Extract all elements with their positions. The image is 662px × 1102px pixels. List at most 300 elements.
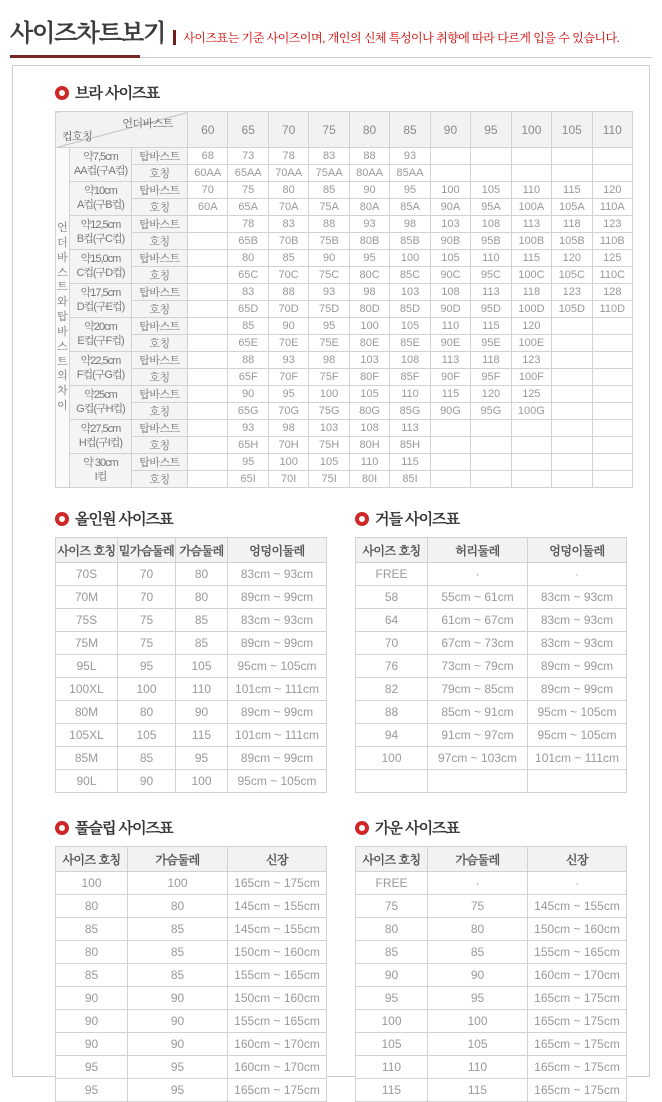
bra-name-value: 85A xyxy=(390,199,430,216)
fullslip-cell: 85 xyxy=(128,918,228,941)
bra-name-value: 70AA xyxy=(268,165,308,182)
girdle-cell: 64 xyxy=(356,609,428,632)
girdle-cell: 67cm ~ 73cm xyxy=(428,632,528,655)
bra-topbust-value: 115 xyxy=(471,318,511,335)
bra-topbust-value: 85 xyxy=(309,182,349,199)
bra-topbust-value: 118 xyxy=(471,352,511,369)
section-girdle xyxy=(355,508,627,793)
allinone-cell: 95 xyxy=(176,747,228,770)
fullslip-cell: 90 xyxy=(56,1033,128,1056)
bra-name-value: 85E xyxy=(390,335,430,352)
bra-topbust-value: 93 xyxy=(349,216,389,233)
bra-name-value: 105A xyxy=(552,199,592,216)
bra-cup-diff: 약17,5cm xyxy=(80,286,121,299)
allinone-column-header: 엉덩이둘레 xyxy=(228,538,327,563)
bra-name-value: 90G xyxy=(430,403,470,420)
bra-topbust-value: 88 xyxy=(228,352,268,369)
girdle-cell: 100 xyxy=(356,747,428,770)
bra-topbust-value xyxy=(471,454,511,471)
allinone-cell: 101cm ~ 111cm xyxy=(228,678,327,701)
gown-table-row xyxy=(356,872,627,895)
bra-underbust-header: 60 xyxy=(188,112,228,148)
girdle-cell: 83cm ~ 93cm xyxy=(528,609,627,632)
bra-name-value: 65E xyxy=(228,335,268,352)
bra-topbust-value: 120 xyxy=(552,250,592,267)
gown-column-header: 신장 xyxy=(528,847,627,872)
bra-name-value: 95E xyxy=(471,335,511,352)
fullslip-table-row xyxy=(56,1079,327,1102)
bra-size-table xyxy=(55,111,633,488)
allinone-cell: 85M xyxy=(56,747,118,770)
girdle-cell: 70 xyxy=(356,632,428,655)
page-note: 사이즈표는 기준 사이즈이며, 개인의 신체 특성이나 취향에 따라 다르게 입을 수 있습니다. xyxy=(183,30,620,45)
allinone-column-header: 가슴둘레 xyxy=(176,538,228,563)
bra-topbust-value: 115 xyxy=(430,386,470,403)
allinone-table-row xyxy=(56,724,327,747)
gown-cell: 95 xyxy=(428,987,528,1010)
gown-table-row xyxy=(356,895,627,918)
bra-name-value: 90E xyxy=(430,335,470,352)
girdle-cell: · xyxy=(528,563,627,586)
bra-name-value: 65H xyxy=(228,437,268,454)
bra-topbust-value: 93 xyxy=(268,352,308,369)
bra-name-value xyxy=(552,437,592,454)
fullslip-table-row xyxy=(56,872,327,895)
fullslip-cell: 150cm ~ 160cm xyxy=(228,941,327,964)
girdle-table-row xyxy=(356,586,627,609)
fullslip-cell: 90 xyxy=(56,1010,128,1033)
bra-topbust-value xyxy=(188,454,228,471)
bra-topbust-value: 118 xyxy=(511,284,551,301)
allinone-cell: 95cm ~ 105cm xyxy=(228,770,327,793)
bra-topbust-value: 83 xyxy=(309,148,349,165)
allinone-cell: 89cm ~ 99cm xyxy=(228,747,327,770)
fullslip-cell: 155cm ~ 165cm xyxy=(228,964,327,987)
bra-cup-diff: 약7,5cm xyxy=(83,150,118,163)
bra-topbust-value xyxy=(592,420,632,437)
gown-cell: FREE xyxy=(356,872,428,895)
girdle-column-header: 허리둘레 xyxy=(428,538,528,563)
bra-topbust-value xyxy=(430,148,470,165)
gown-cell: · xyxy=(428,872,528,895)
fullslip-cell: 150cm ~ 160cm xyxy=(228,987,327,1010)
allinone-cell: 89cm ~ 99cm xyxy=(228,632,327,655)
bra-topbust-value: 108 xyxy=(471,216,511,233)
bra-name-value: 65D xyxy=(228,301,268,318)
fullslip-cell: 80 xyxy=(56,941,128,964)
allinone-title-label: 올인원 사이즈표 xyxy=(75,511,173,528)
fullslip-cell: 80 xyxy=(56,895,128,918)
bra-name-value: 85I xyxy=(390,471,430,488)
bra-name-value: 90D xyxy=(430,301,470,318)
bra-topbust-value xyxy=(552,148,592,165)
bra-name-value: 60AA xyxy=(188,165,228,182)
bra-name-value: 65F xyxy=(228,369,268,386)
bra-topbust-value: 125 xyxy=(592,250,632,267)
girdle-table-row xyxy=(356,770,627,793)
bra-title-label: 브라 사이즈표 xyxy=(75,85,160,102)
allinone-table-row xyxy=(56,747,327,770)
bra-topbust-value xyxy=(552,454,592,471)
bra-name-value: 100B xyxy=(511,233,551,250)
bra-name-value: 95F xyxy=(471,369,511,386)
bra-topbust-value xyxy=(188,250,228,267)
allinone-cell: 80 xyxy=(176,586,228,609)
bra-topbust-value xyxy=(552,352,592,369)
bra-topbust-value: 120 xyxy=(511,318,551,335)
gown-column-header: 가슴둘레 xyxy=(428,847,528,872)
bra-topbust-row-label: 탑바스트 xyxy=(132,182,188,199)
bra-topbust-value xyxy=(471,420,511,437)
allinone-cell: 75M xyxy=(56,632,118,655)
gown-table-row xyxy=(356,918,627,941)
bra-cup-diff: 약 30cm xyxy=(83,456,118,469)
bra-name-row-label: 호칭 xyxy=(132,267,188,284)
bra-topbust-value: 105 xyxy=(390,318,430,335)
gown-table-row xyxy=(356,1079,627,1102)
bra-name-value: 75E xyxy=(309,335,349,352)
fullslip-title-label: 풀슬립 사이즈표 xyxy=(75,820,173,837)
gown-cell: · xyxy=(528,872,627,895)
gown-cell: 75 xyxy=(428,895,528,918)
bra-name-value: 75AA xyxy=(309,165,349,182)
fullslip-cell: 165cm ~ 175cm xyxy=(228,1079,327,1102)
bra-topbust-value: 88 xyxy=(349,148,389,165)
bra-cup-name: G컵(구H컵) xyxy=(76,402,125,415)
gown-table-row xyxy=(356,1056,627,1079)
bra-topbust-value: 100 xyxy=(390,250,430,267)
allinone-cell: 89cm ~ 99cm xyxy=(228,701,327,724)
allinone-cell: 75 xyxy=(118,609,176,632)
bra-underbust-header: 110 xyxy=(592,112,632,148)
allinone-cell: 70 xyxy=(118,563,176,586)
allinone-table-row xyxy=(56,655,327,678)
girdle-table-row xyxy=(356,655,627,678)
bra-name-value: 100G xyxy=(511,403,551,420)
bra-topbust-value: 110 xyxy=(349,454,389,471)
bra-cup-name: A컵(구B컵) xyxy=(77,198,124,211)
fullslip-column-header: 가슴둘레 xyxy=(128,847,228,872)
bra-cup-diff: 약25cm xyxy=(84,388,117,401)
bra-corner-underbust-label: 언더바스트 xyxy=(122,118,174,130)
fullslip-column-header: 신장 xyxy=(228,847,327,872)
bra-topbust-value: 120 xyxy=(592,182,632,199)
bra-topbust-value xyxy=(188,318,228,335)
bra-cup-diff: 약22,5cm xyxy=(80,354,121,367)
gown-cell: 165cm ~ 175cm xyxy=(528,987,627,1010)
bra-topbust-value xyxy=(430,420,470,437)
gown-cell: 165cm ~ 175cm xyxy=(528,1010,627,1033)
bra-name-value: 85G xyxy=(390,403,430,420)
girdle-cell: 85cm ~ 91cm xyxy=(428,701,528,724)
bra-topbust-value: 108 xyxy=(390,352,430,369)
page-title: 사이즈차트보기 xyxy=(10,20,166,47)
girdle-cell: 61cm ~ 67cm xyxy=(428,609,528,632)
bra-name-value xyxy=(188,403,228,420)
fullslip-cell: 95 xyxy=(128,1079,228,1102)
bra-name-value xyxy=(188,437,228,454)
girdle-table-row xyxy=(356,747,627,770)
bra-topbust-value: 105 xyxy=(349,386,389,403)
allinone-cell: 80M xyxy=(56,701,118,724)
allinone-table-row xyxy=(56,609,327,632)
girdle-cell: 55cm ~ 61cm xyxy=(428,586,528,609)
bra-name-row-label: 호칭 xyxy=(132,165,188,182)
bra-topbust-value xyxy=(188,284,228,301)
fullslip-table-row xyxy=(56,1033,327,1056)
bra-topbust-value: 103 xyxy=(390,284,430,301)
girdle-size-table xyxy=(355,537,627,793)
bra-cup-label xyxy=(70,148,132,182)
bra-cup-name: B컵(구C컵) xyxy=(76,232,125,245)
fullslip-table-row xyxy=(56,918,327,941)
bra-topbust-value xyxy=(552,318,592,335)
bra-topbust-value xyxy=(188,420,228,437)
bra-cup-name: D컵(구E컵) xyxy=(76,300,125,313)
bra-name-value: 100C xyxy=(511,267,551,284)
fullslip-cell: 80 xyxy=(128,895,228,918)
bra-topbust-value: 115 xyxy=(390,454,430,471)
bra-name-value xyxy=(592,335,632,352)
fullslip-cell: 90 xyxy=(128,1010,228,1033)
bra-topbust-value: 98 xyxy=(309,352,349,369)
bra-topbust-value: 113 xyxy=(511,216,551,233)
bra-topbust-value: 113 xyxy=(471,284,511,301)
bra-name-value: 70F xyxy=(268,369,308,386)
allinone-cell: 85 xyxy=(176,632,228,655)
bra-topbust-value: 78 xyxy=(228,216,268,233)
bra-topbust-value: 98 xyxy=(349,284,389,301)
fullslip-cell: 160cm ~ 170cm xyxy=(228,1056,327,1079)
bra-name-value: 80E xyxy=(349,335,389,352)
gown-cell: 105 xyxy=(428,1033,528,1056)
bra-underbust-header: 75 xyxy=(309,112,349,148)
fullslip-cell: 100 xyxy=(56,872,128,895)
girdle-section-title xyxy=(355,508,627,529)
bra-topbust-value: 83 xyxy=(228,284,268,301)
girdle-cell: 101cm ~ 111cm xyxy=(528,747,627,770)
fullslip-table-row xyxy=(56,941,327,964)
rule-maroon-line xyxy=(10,55,140,58)
fullslip-cell: 160cm ~ 170cm xyxy=(228,1033,327,1056)
girdle-cell: 83cm ~ 93cm xyxy=(528,632,627,655)
bra-topbust-value: 85 xyxy=(228,318,268,335)
fullslip-table-row xyxy=(56,1010,327,1033)
gown-cell: 155cm ~ 165cm xyxy=(528,941,627,964)
bra-topbust-value: 100 xyxy=(309,386,349,403)
fullslip-cell: 95 xyxy=(128,1056,228,1079)
girdle-cell: 82 xyxy=(356,678,428,701)
section-bullet-icon xyxy=(55,86,69,100)
bra-name-value: 70A xyxy=(268,199,308,216)
bra-name-row-label: 호칭 xyxy=(132,199,188,216)
bra-cup-name: E컵(구F컵) xyxy=(77,334,124,347)
section-bra xyxy=(55,82,649,488)
fullslip-table-row xyxy=(56,895,327,918)
bra-cup-diff: 약27,5cm xyxy=(80,422,121,435)
girdle-cell: 83cm ~ 93cm xyxy=(528,586,627,609)
bra-name-value: 110A xyxy=(592,199,632,216)
fullslip-cell: 95 xyxy=(56,1079,128,1102)
girdle-title-label: 거들 사이즈표 xyxy=(375,511,460,528)
bra-name-value: 70H xyxy=(268,437,308,454)
bra-name-value xyxy=(471,437,511,454)
size-chart-panel xyxy=(12,65,650,1097)
allinone-table-row xyxy=(56,701,327,724)
bra-name-row-label: 호칭 xyxy=(132,301,188,318)
bra-name-value: 85B xyxy=(390,233,430,250)
bra-name-value: 100A xyxy=(511,199,551,216)
bra-cup-label xyxy=(70,250,132,284)
allinone-size-table xyxy=(55,537,327,793)
allinone-cell: 115 xyxy=(176,724,228,747)
section-bullet-icon xyxy=(55,821,69,835)
bra-cup-label xyxy=(70,454,132,488)
allinone-cell: 95L xyxy=(56,655,118,678)
bra-name-value xyxy=(552,369,592,386)
bra-name-value: 95A xyxy=(471,199,511,216)
allinone-cell: 70 xyxy=(118,586,176,609)
bra-cup-diff: 약20cm xyxy=(84,320,117,333)
bra-topbust-value xyxy=(552,420,592,437)
bra-topbust-value: 123 xyxy=(511,352,551,369)
bra-topbust-value: 98 xyxy=(268,420,308,437)
bra-name-value xyxy=(552,335,592,352)
bra-topbust-value: 90 xyxy=(268,318,308,335)
bra-topbust-value xyxy=(511,454,551,471)
bra-topbust-value xyxy=(592,352,632,369)
bra-cup-name: F컵(구G컵) xyxy=(76,368,125,381)
gown-cell: 105 xyxy=(356,1033,428,1056)
title-rule xyxy=(10,54,652,58)
bra-cup-diff: 약15,0cm xyxy=(80,252,121,265)
bra-name-value: 75D xyxy=(309,301,349,318)
girdle-column-header: 사이즈 호칭 xyxy=(356,538,428,563)
gown-table-row xyxy=(356,987,627,1010)
bra-topbust-row-label: 탑바스트 xyxy=(132,420,188,437)
allinone-cell: 105 xyxy=(118,724,176,747)
allinone-column-header: 사이즈 호칭 xyxy=(56,538,118,563)
bra-name-value: 100E xyxy=(511,335,551,352)
bra-underbust-header: 95 xyxy=(471,112,511,148)
page-header xyxy=(0,0,662,46)
bra-topbust-value: 110 xyxy=(511,182,551,199)
bra-underbust-header: 105 xyxy=(552,112,592,148)
bra-name-row-label: 호칭 xyxy=(132,335,188,352)
bra-topbust-value: 80 xyxy=(228,250,268,267)
bra-name-row-label: 호칭 xyxy=(132,233,188,250)
bra-topbust-value xyxy=(592,454,632,471)
gown-cell: 80 xyxy=(428,918,528,941)
bra-name-value xyxy=(592,403,632,420)
girdle-cell xyxy=(428,770,528,793)
bra-name-value: 100F xyxy=(511,369,551,386)
bra-topbust-value: 90 xyxy=(309,250,349,267)
bra-name-value xyxy=(430,165,470,182)
bra-topbust-value xyxy=(511,148,551,165)
girdle-cell: 89cm ~ 99cm xyxy=(528,678,627,701)
fullslip-cell: 95 xyxy=(56,1056,128,1079)
bra-topbust-value: 70 xyxy=(188,182,228,199)
bra-name-value: 70B xyxy=(268,233,308,250)
fullslip-cell: 155cm ~ 165cm xyxy=(228,1010,327,1033)
fullslip-cell: 90 xyxy=(128,987,228,1010)
bra-name-value: 65C xyxy=(228,267,268,284)
bra-topbust-value: 95 xyxy=(228,454,268,471)
bra-underbust-header: 100 xyxy=(511,112,551,148)
bra-name-value xyxy=(592,471,632,488)
bra-name-value: 85C xyxy=(390,267,430,284)
bra-name-value: 105C xyxy=(552,267,592,284)
girdle-cell: 58 xyxy=(356,586,428,609)
bra-name-value xyxy=(430,437,470,454)
girdle-cell: 95cm ~ 105cm xyxy=(528,724,627,747)
bra-name-row-label: 호칭 xyxy=(132,437,188,454)
fullslip-cell: 90 xyxy=(56,987,128,1010)
allinone-table-row xyxy=(56,678,327,701)
bra-name-value: 90F xyxy=(430,369,470,386)
bra-topbust-value: 125 xyxy=(511,386,551,403)
allinone-cell: 100 xyxy=(176,770,228,793)
bra-topbust-value: 95 xyxy=(349,250,389,267)
bra-name-value: 70E xyxy=(268,335,308,352)
bra-topbust-value xyxy=(188,352,228,369)
bra-cup-diff: 약10cm xyxy=(84,184,117,197)
allinone-cell: 89cm ~ 99cm xyxy=(228,586,327,609)
bra-topbust-value: 123 xyxy=(592,216,632,233)
fullslip-section-title xyxy=(55,817,327,838)
bra-topbust-value xyxy=(188,216,228,233)
bra-name-value: 65I xyxy=(228,471,268,488)
bra-name-value xyxy=(430,471,470,488)
girdle-cell: 89cm ~ 99cm xyxy=(528,655,627,678)
bra-topbust-value: 95 xyxy=(390,182,430,199)
fullslip-column-header: 사이즈 호칭 xyxy=(56,847,128,872)
girdle-cell: 91cm ~ 97cm xyxy=(428,724,528,747)
gown-table-row xyxy=(356,1010,627,1033)
girdle-table-row xyxy=(356,609,627,632)
bra-name-value xyxy=(592,165,632,182)
bra-name-value: 70D xyxy=(268,301,308,318)
bra-topbust-value: 105 xyxy=(309,454,349,471)
note-divider xyxy=(173,30,176,45)
fullslip-cell: 85 xyxy=(128,941,228,964)
bra-corner-cell xyxy=(56,112,188,148)
girdle-cell: 79cm ~ 85cm xyxy=(428,678,528,701)
bra-topbust-value xyxy=(188,386,228,403)
bra-name-value: 80AA xyxy=(349,165,389,182)
gown-cell: 145cm ~ 155cm xyxy=(528,895,627,918)
fullslip-cell: 90 xyxy=(128,1033,228,1056)
bra-topbust-value: 68 xyxy=(188,148,228,165)
bra-cup-label xyxy=(70,420,132,454)
bra-topbust-row-label: 탑바스트 xyxy=(132,216,188,233)
gown-cell: 165cm ~ 175cm xyxy=(528,1079,627,1102)
fullslip-cell: 85 xyxy=(56,918,128,941)
allinone-cell: 101cm ~ 111cm xyxy=(228,724,327,747)
girdle-table-row xyxy=(356,701,627,724)
bra-topbust-value: 103 xyxy=(309,420,349,437)
bra-name-value xyxy=(471,471,511,488)
section-allinone xyxy=(55,508,327,793)
girdle-table-row xyxy=(356,724,627,747)
bra-name-value: 65AA xyxy=(228,165,268,182)
bra-name-value: 110C xyxy=(592,267,632,284)
bra-name-value xyxy=(592,437,632,454)
bra-name-value: 95C xyxy=(471,267,511,284)
bra-topbust-value: 118 xyxy=(552,216,592,233)
bra-topbust-value: 93 xyxy=(390,148,430,165)
